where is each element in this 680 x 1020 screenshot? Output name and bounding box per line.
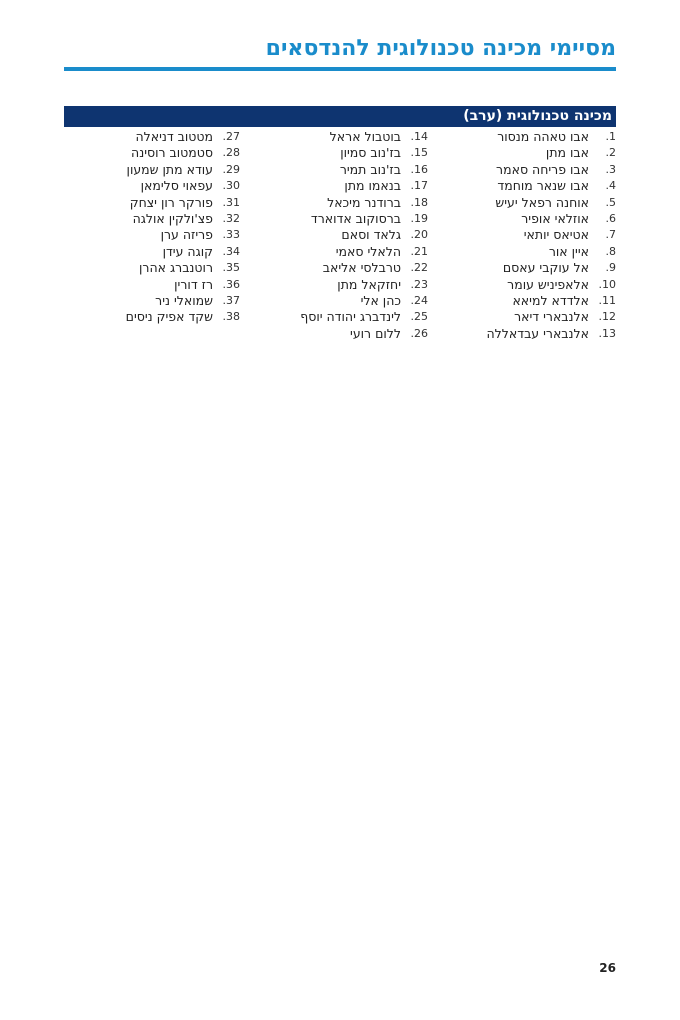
list-item: [64, 129, 240, 145]
item-number: 36.: [222, 277, 240, 291]
section-title: מכינה טכנולוגית (ערב): [463, 108, 612, 124]
item-number: 7.: [605, 228, 616, 242]
item-number: 1.: [605, 130, 616, 143]
title-underline: [64, 67, 616, 71]
graduate-name: עודא מתן שמעון: [126, 161, 213, 177]
list-item: [440, 293, 616, 309]
list-item: [440, 129, 616, 145]
list-item: [252, 129, 428, 145]
item-number: 34.: [222, 244, 240, 258]
page-title: מסיימי מכינה טכנולוגית להנדסאים: [265, 36, 616, 61]
item-number: 21.: [410, 244, 428, 258]
item-number: 27.: [222, 130, 240, 143]
graduate-name: אבו מתן: [545, 145, 589, 161]
graduate-name: אוזלאי אופיר: [521, 210, 589, 226]
page-number: 26: [599, 961, 616, 975]
graduate-name: ברסוקוב אדוארד: [310, 210, 401, 226]
list-item: [440, 211, 616, 227]
item-number: 25.: [410, 310, 428, 324]
list-item: [64, 162, 240, 178]
list-item: [252, 326, 428, 342]
item-number: 30.: [222, 179, 240, 193]
graduate-name: יחזקאל מתן: [337, 276, 401, 292]
item-number: 6.: [605, 211, 616, 225]
list-item: [64, 227, 240, 243]
item-number: 15.: [410, 146, 428, 160]
graduate-name: אלנבארי דיאר: [514, 309, 589, 325]
graduate-name: קוגה עידן: [162, 243, 213, 259]
item-number: 12.: [598, 310, 616, 324]
item-number: 18.: [410, 195, 428, 209]
graduate-name: מטטוב דניאלה: [135, 129, 213, 144]
graduate-name: הלאלי סאמי: [335, 243, 401, 259]
list-item: [252, 260, 428, 276]
list-item: [64, 195, 240, 211]
graduate-name: אלדדא למיאא: [512, 292, 589, 308]
list-item: [252, 244, 428, 260]
names-column-2: [252, 129, 428, 342]
graduate-name: בז'נוב סמיון: [340, 145, 401, 161]
item-number: 32.: [222, 211, 240, 225]
item-number: 3.: [605, 162, 616, 176]
list-item: [440, 277, 616, 293]
item-number: 10.: [598, 277, 616, 291]
item-number: 11.: [598, 293, 616, 307]
list-item: [252, 309, 428, 325]
list-item: [64, 211, 240, 227]
item-number: 28.: [222, 146, 240, 160]
item-number: 22.: [410, 261, 428, 275]
list-item: [64, 178, 240, 194]
graduate-name: כהן אלי: [360, 292, 401, 308]
list-item: [252, 211, 428, 227]
graduate-name: בז'נוב תמיר: [339, 161, 401, 177]
graduate-name: אבו טאהה מנסור: [497, 129, 589, 144]
list-item: [64, 145, 240, 161]
graduate-name: אלנבארי עבדאללה: [486, 325, 589, 341]
graduate-name: רז דורין: [174, 276, 213, 292]
graduate-name: בוטבול אראל: [329, 129, 401, 144]
graduate-name: רוטנברג אהרן: [139, 260, 213, 276]
list-item: [64, 309, 240, 325]
item-number: 38.: [222, 310, 240, 324]
graduate-name: בנאמו מתן: [344, 178, 401, 194]
list-item: [64, 293, 240, 309]
graduate-name: גלאד וסאם: [341, 227, 401, 243]
section-header-bar: [64, 106, 616, 127]
list-item: [440, 178, 616, 194]
graduate-name: שמואלי ניר: [155, 292, 213, 308]
list-item: [64, 244, 240, 260]
graduate-name: שקד אפיק ניסים: [125, 309, 213, 325]
list-item: [440, 195, 616, 211]
graduate-name: ללום רועי: [350, 325, 401, 341]
list-item: [252, 162, 428, 178]
item-number: 8.: [605, 244, 616, 258]
graduate-name: פצ'ולקין אולגה: [132, 210, 213, 226]
item-number: 19.: [410, 211, 428, 225]
item-number: 14.: [410, 130, 428, 143]
list-item: [440, 244, 616, 260]
item-number: 23.: [410, 277, 428, 291]
item-number: 31.: [222, 195, 240, 209]
graduate-name: אבו שנאר מוחמד: [497, 178, 589, 194]
item-number: 4.: [605, 179, 616, 193]
list-item: [440, 227, 616, 243]
list-item: [252, 178, 428, 194]
list-item: [252, 277, 428, 293]
list-item: [252, 227, 428, 243]
item-number: 16.: [410, 162, 428, 176]
list-item: [64, 277, 240, 293]
graduate-name: פורקר רון יצחק: [129, 194, 213, 210]
item-number: 24.: [410, 293, 428, 307]
list-item: [440, 162, 616, 178]
graduate-name: לינדברג יהודה יוסף: [300, 309, 401, 325]
list-item: [252, 145, 428, 161]
graduate-name: אוחנה רפאל יעיש: [495, 194, 589, 210]
item-number: 9.: [605, 261, 616, 275]
item-number: 37.: [222, 293, 240, 307]
graduate-name: איין אור: [548, 243, 589, 259]
item-number: 26.: [410, 326, 428, 340]
graduate-name: עפאוי סלימאן: [140, 178, 213, 194]
item-number: 5.: [605, 195, 616, 209]
graduate-name: פריזה ערן: [160, 227, 213, 243]
list-item: [252, 195, 428, 211]
item-number: 33.: [222, 228, 240, 242]
item-number: 35.: [222, 261, 240, 275]
graduate-name: סטמטוב רוסינה: [131, 145, 213, 161]
item-number: 20.: [410, 228, 428, 242]
graduate-name: אטיאס יותאי: [523, 227, 589, 243]
item-number: 17.: [410, 179, 428, 193]
names-column-1: [440, 129, 616, 342]
list-item: [252, 293, 428, 309]
graduate-name: אלאפיניש עומר: [507, 276, 589, 292]
graduate-name: ברודנר מיכאל: [327, 194, 401, 210]
list-item: [440, 145, 616, 161]
graduate-name: טרבלסי אליאב: [322, 260, 401, 276]
item-number: 2.: [605, 146, 616, 160]
list-item: [440, 260, 616, 276]
list-item: [440, 326, 616, 342]
graduate-name: אבו פריחה סאמר: [496, 161, 589, 177]
item-number: 29.: [222, 162, 240, 176]
item-number: 13.: [598, 326, 616, 340]
list-item: [64, 260, 240, 276]
names-column-3: [64, 129, 240, 326]
list-item: [440, 309, 616, 325]
graduate-name: אל עוקבי עאסם: [502, 260, 589, 276]
